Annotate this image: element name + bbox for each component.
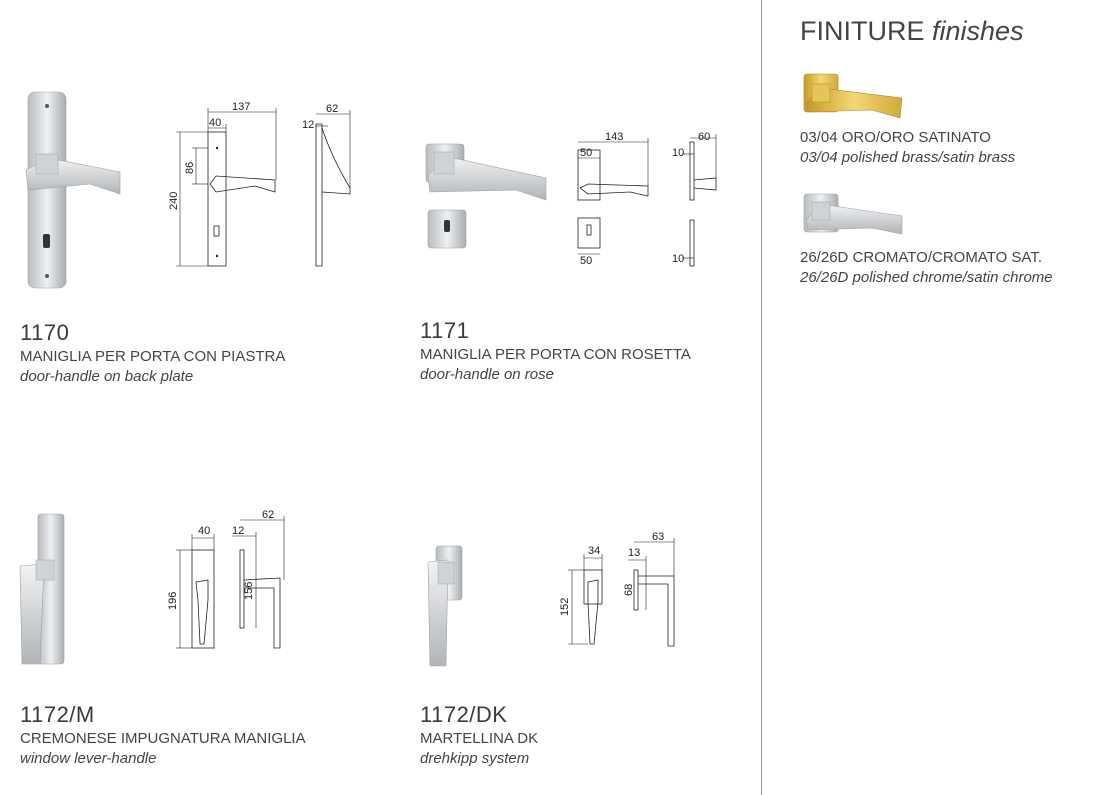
- handle-photo: [428, 546, 462, 666]
- handle-photo: [426, 144, 546, 248]
- product-1170-illustration: [20, 88, 370, 298]
- finish-swatch-gold: [800, 70, 908, 122]
- finishes-heading-main: FINITURE: [800, 16, 925, 46]
- dim-depth-a: 12: [302, 119, 315, 131]
- finish-swatch-chrome: [800, 190, 908, 242]
- dim-height-b: 156: [243, 581, 255, 600]
- product-name-it: CREMONESE IMPUGNATURA MANIGLIA: [20, 730, 306, 747]
- side-drawing: [302, 103, 350, 266]
- dim-height-total: 196: [167, 591, 179, 610]
- dim-depth-a: 10: [672, 147, 685, 159]
- dim-depth-total: 63: [652, 531, 665, 543]
- side-drawing: [672, 131, 716, 266]
- handle-photo: [20, 514, 64, 664]
- dim-rose-d: 10: [672, 253, 685, 265]
- dim-height-total: 152: [559, 597, 571, 616]
- product-name-en: door-handle on back plate: [20, 368, 194, 385]
- front-drawing: [167, 525, 214, 648]
- dim-depth-a: 13: [628, 547, 641, 559]
- dim-width-a: 40: [198, 525, 211, 537]
- front-drawing: [168, 101, 276, 266]
- product-name-en: door-handle on rose: [420, 366, 554, 383]
- column-divider: [761, 0, 762, 795]
- handle-photo: [26, 92, 120, 288]
- finishes-heading-sub: finishes: [932, 16, 1024, 46]
- product-name-it: MANIGLIA PER PORTA CON ROSETTA: [420, 346, 691, 363]
- dim-depth-total: 62: [262, 509, 275, 521]
- product-name-en: window lever-handle: [20, 750, 157, 767]
- dim-width-a: 34: [588, 545, 601, 557]
- product-name-it: MANIGLIA PER PORTA CON PIASTRA: [20, 348, 286, 365]
- front-drawing: [559, 545, 602, 644]
- dim-width-total: 143: [605, 131, 624, 143]
- finish-chrome-label-en: 26/26D polished chrome/satin chrome: [800, 269, 1053, 286]
- side-drawing: [623, 531, 674, 646]
- dim-width-a: 50: [580, 147, 593, 159]
- dim-rose-w: 50: [580, 255, 593, 267]
- dim-height-total: 240: [168, 191, 180, 210]
- product-1172dk-illustration: [422, 526, 702, 676]
- product-code: 1170: [20, 320, 70, 345]
- product-code: 1171: [420, 318, 470, 343]
- dim-height-a: 86: [184, 161, 196, 174]
- finishes-heading: [800, 16, 1024, 47]
- product-name-it: MARTELLINA DK: [420, 730, 539, 747]
- finish-gold-label: 03/04 ORO/ORO SATINATO: [800, 129, 991, 146]
- dim-width-a: 40: [209, 117, 222, 129]
- finish-chrome-label: 26/26D CROMATO/CROMATO SAT.: [800, 249, 1042, 266]
- front-drawing: [578, 131, 648, 267]
- finish-gold-label-en: 03/04 polished brass/satin brass: [800, 149, 1016, 166]
- dim-height-b: 68: [623, 583, 635, 596]
- dim-depth-a: 12: [232, 525, 245, 537]
- product-code: 1172/M: [20, 702, 95, 727]
- product-name-en: drehkipp system: [420, 750, 530, 767]
- dim-depth-total: 60: [698, 131, 711, 143]
- dim-depth-total: 62: [326, 103, 339, 115]
- product-code: 1172/DK: [420, 702, 508, 727]
- product-1171-illustration: [420, 128, 730, 278]
- side-drawing: [232, 509, 284, 648]
- dim-width-total: 137: [232, 101, 251, 113]
- product-1172m-illustration: [18, 504, 298, 674]
